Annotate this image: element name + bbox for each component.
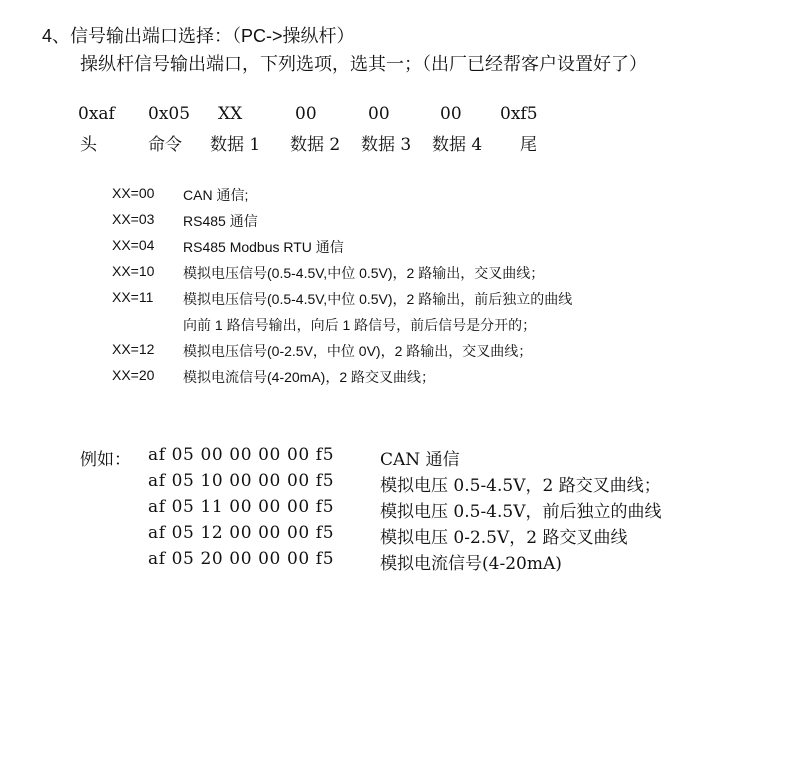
frame-byte: 00 (368, 104, 390, 124)
option-desc: RS485 通信 (183, 213, 258, 229)
option-desc: 模拟电压信号(0.5-4.5V,中位 0.5V)，2 路输出，交叉曲线； (183, 265, 545, 281)
example-hex: af 05 00 00 00 00 f5 (148, 445, 335, 465)
option-desc: RS485 Modbus RTU 通信 (183, 239, 344, 255)
example-hex: af 05 20 00 00 00 f5 (148, 549, 335, 569)
option-desc: 模拟电流信号(4-20mA)，2 路交叉曲线； (183, 369, 436, 385)
frame-byte: 00 (295, 104, 317, 124)
option-code: XX=12 (112, 341, 155, 357)
example-desc: 模拟电压 0-2.5V，2 路交叉曲线 (380, 528, 628, 548)
option-code: XX=03 (112, 211, 155, 227)
option-code: XX=00 (112, 185, 155, 201)
frame-label: 数据 4 (432, 135, 483, 155)
frame-byte: 0xaf (78, 104, 115, 124)
frame-byte: 0x05 (148, 104, 191, 124)
option-desc: 向前 1 路信号输出，向后 1 路信号，前后信号是分开的； (183, 317, 537, 333)
examples-title: 例如： (80, 450, 131, 470)
frame-label: 命令 (148, 135, 182, 155)
example-hex: af 05 10 00 00 00 f5 (148, 471, 335, 491)
frame-byte: 0xf5 (500, 104, 538, 124)
example-hex: af 05 12 00 00 00 f5 (148, 523, 335, 543)
option-desc: 模拟电压信号(0.5-4.5V,中位 0.5V)，2 路输出，前后独立的曲线 (183, 291, 573, 307)
frame-label: 数据 1 (210, 135, 261, 155)
section-subheading: 操纵杆信号输出端口，下列选项，选其一；（出厂已经帮客户设置好了） (80, 54, 647, 75)
option-code: XX=10 (112, 263, 155, 279)
example-hex: af 05 11 00 00 00 f5 (148, 497, 335, 517)
frame-label: 数据 2 (290, 135, 341, 155)
section-heading: 4、信号输出端口选择：（PC->操纵杆） (42, 26, 355, 46)
frame-byte: 00 (440, 104, 462, 124)
example-desc: 模拟电压 0.5-4.5V，2 路交叉曲线； (380, 476, 661, 496)
option-code: XX=11 (112, 289, 154, 305)
frame-byte: XX (218, 104, 243, 124)
frame-label: 数据 3 (361, 135, 412, 155)
example-desc: 模拟电压 0.5-4.5V，前后独立的曲线 (380, 502, 662, 522)
frame-label: 尾 (520, 135, 537, 155)
example-desc: 模拟电流信号(4-20mA) (380, 554, 562, 574)
option-desc: 模拟电压信号(0-2.5V，中位 0V)，2 路输出，交叉曲线； (183, 343, 533, 359)
example-desc: CAN 通信 (380, 450, 460, 470)
option-code: XX=04 (112, 237, 155, 253)
option-code: XX=20 (112, 367, 155, 383)
frame-label: 头 (80, 135, 97, 155)
option-desc: CAN 通信; (183, 187, 249, 203)
